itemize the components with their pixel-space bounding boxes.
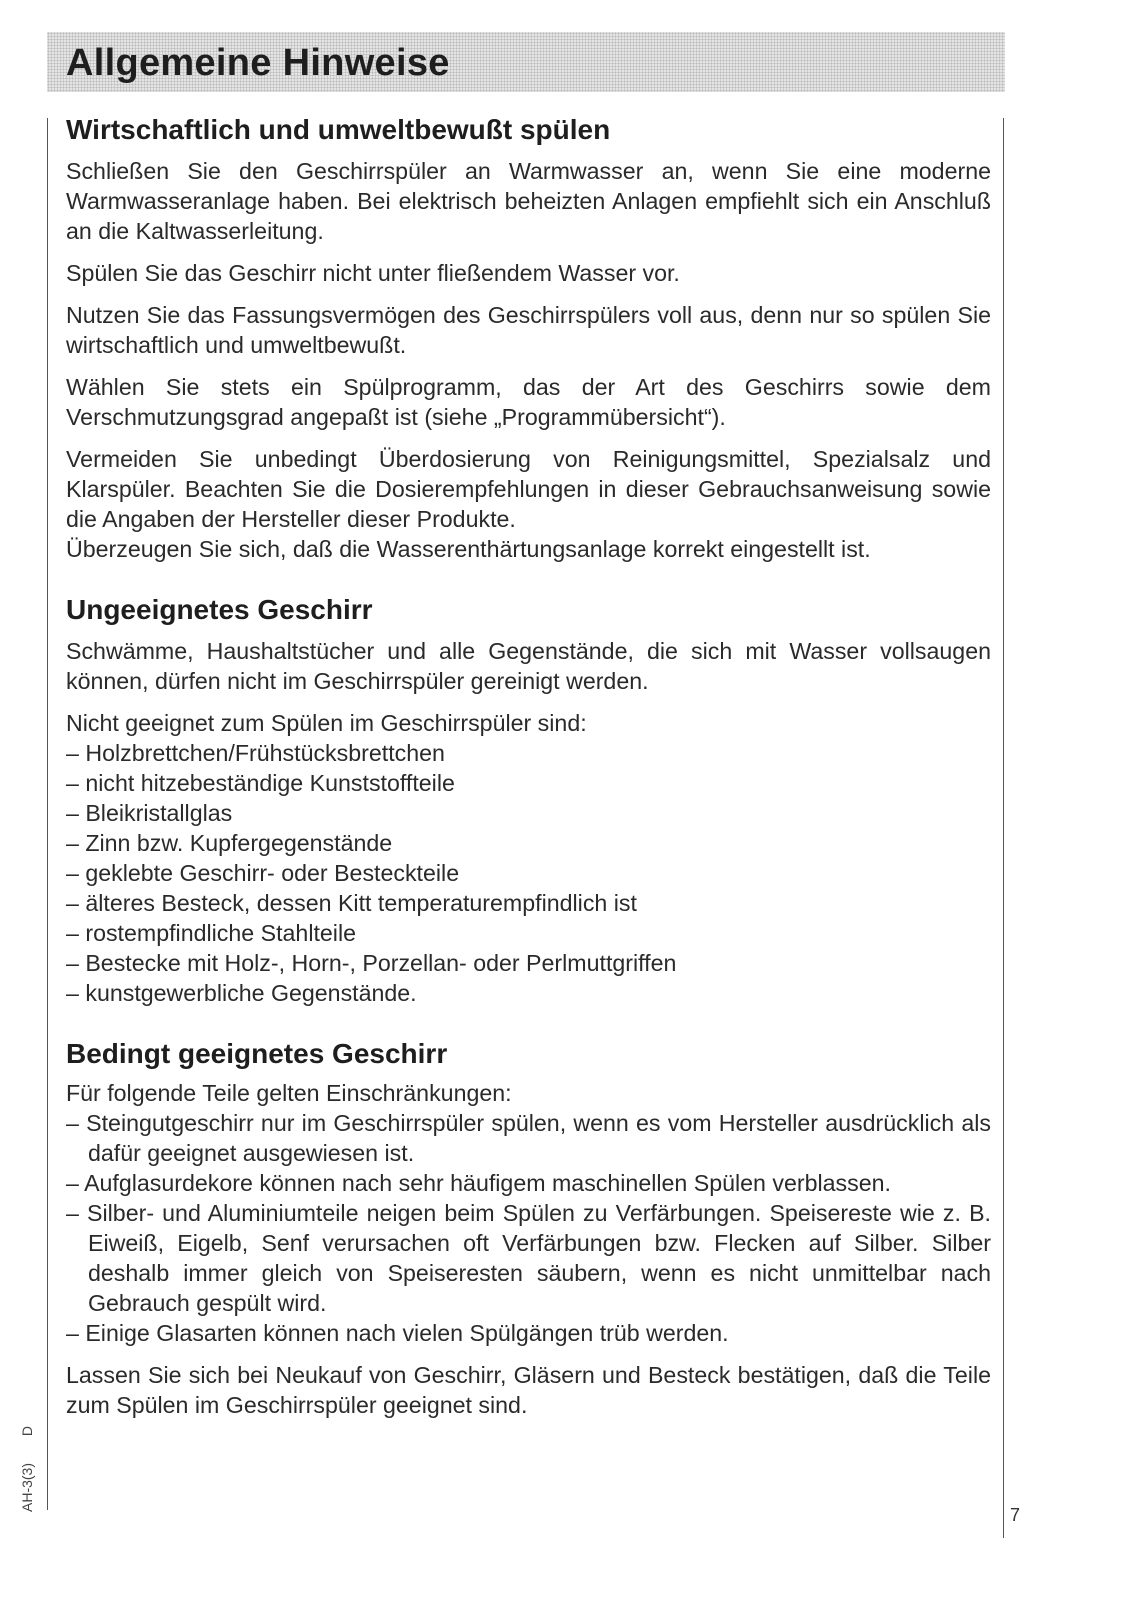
page-content xyxy=(66,110,991,1420)
paragraph: Schließen Sie den Geschirrspüler an Warmwasser an, wenn Sie eine moderne Warmwasseranlage haben. Bei elektrisch beheizten Anlagen empfiehlt sich ein Anschluß an die Kaltwasserleitung. xyxy=(66,158,991,244)
document-language: D xyxy=(19,1426,35,1437)
right-margin-rule xyxy=(1003,118,1004,1538)
paragraph: Überzeugen Sie sich, daß die Wasserenthärtungsanlage korrekt eingestellt ist. xyxy=(66,536,871,562)
list-item: – rostempfindliche Stahlteile xyxy=(66,918,991,948)
paragraph: Schwämme, Haushaltstücher und alle Gegenstände, die sich mit Wasser vollsaugen können, dürfen nicht im Geschirrspüler gereinigt werden. xyxy=(66,638,991,694)
paragraph: Wählen Sie stets ein Spülprogramm, das der Art des Geschirrs sowie dem Verschmutzungsgrad angepaßt ist (siehe „Programmübersicht“). xyxy=(66,374,991,430)
paragraph: Lassen Sie sich bei Neukauf von Geschirr, Gläsern und Besteck bestätigen, daß die Teile zum Spülen im Geschirrspüler geeignet sind. xyxy=(66,1362,991,1418)
list-item: – Aufglasurdekore können nach sehr häufigem maschinellen Spülen verblassen. xyxy=(66,1168,991,1198)
list-item: – Holzbrettchen/Frühstücksbrettchen xyxy=(66,738,991,768)
restrictions-list xyxy=(66,1108,991,1348)
list-intro: Für folgende Teile gelten Einschränkungen: xyxy=(66,1080,512,1106)
section-unsuitable-dishes xyxy=(66,590,991,1008)
list-item: – kunstgewerbliche Gegenstände. xyxy=(66,978,991,1008)
section-heading: Bedingt geeignetes Geschirr xyxy=(66,1038,448,1069)
page-number: 7 xyxy=(1010,1505,1021,1525)
paragraph: Nutzen Sie das Fassungsvermögen des Geschirrspülers voll aus, denn nur so spülen Sie wirtschaftlich und umweltbewußt. xyxy=(66,302,991,358)
unsuitable-list xyxy=(66,738,991,1008)
document-code-id: AH-3(3) xyxy=(19,1462,35,1512)
list-item: – Bestecke mit Holz-, Horn-, Porzellan- oder Perlmuttgriffen xyxy=(66,948,991,978)
section-heading: Ungeeignetes Geschirr xyxy=(66,594,373,625)
section-conditionally-suitable-dishes xyxy=(66,1034,991,1420)
list-item: – Einige Glasarten können nach vielen Spülgängen trüb werden. xyxy=(66,1318,991,1348)
paragraph: Spülen Sie das Geschirr nicht unter fließendem Wasser vor. xyxy=(66,260,680,286)
list-item: – nicht hitzebeständige Kunststoffteile xyxy=(66,768,991,798)
list-item: – Bleikristallglas xyxy=(66,798,991,828)
list-intro: Nicht geeignet zum Spülen im Geschirrspüler sind: xyxy=(66,710,587,736)
list-item: – Silber- und Aluminiumteile neigen beim Spülen zu Verfärbungen. Speisereste wie z. B. Eiweiß, Eigelb, Senf verursachen oft Verfärbungen bzw. Flecken auf Silber. Silber deshalb immer gleich von Speiseresten säubern, wenn es nicht unmittelbar nach Gebrauch gespült wird. xyxy=(66,1198,991,1318)
document-code xyxy=(19,1426,35,1512)
list-item: – geklebte Geschirr- oder Besteckteile xyxy=(66,858,991,888)
list-item: – Zinn bzw. Kupfergegenstände xyxy=(66,828,991,858)
list-item: – älteres Besteck, dessen Kitt temperaturempfindlich ist xyxy=(66,888,991,918)
section-heading: Wirtschaftlich und umweltbewußt spülen xyxy=(66,114,611,145)
list-item: – Steingutgeschirr nur im Geschirrspüler spülen, wenn es vom Hersteller ausdrücklich als dafür geeignet ausgewiesen ist. xyxy=(66,1108,991,1168)
paragraph: Vermeiden Sie unbedingt Überdosierung von Reinigungsmittel, Spezialsalz und Klarspüler. Beachten Sie die Dosierempfehlungen in dieser Gebrauchsanweisung sowie die Angaben der Hersteller dieser Produkte. xyxy=(66,446,991,532)
left-margin-rule xyxy=(47,118,48,1510)
page-title: Allgemeine Hinweise xyxy=(66,42,450,84)
section-economical-washing xyxy=(66,110,991,564)
